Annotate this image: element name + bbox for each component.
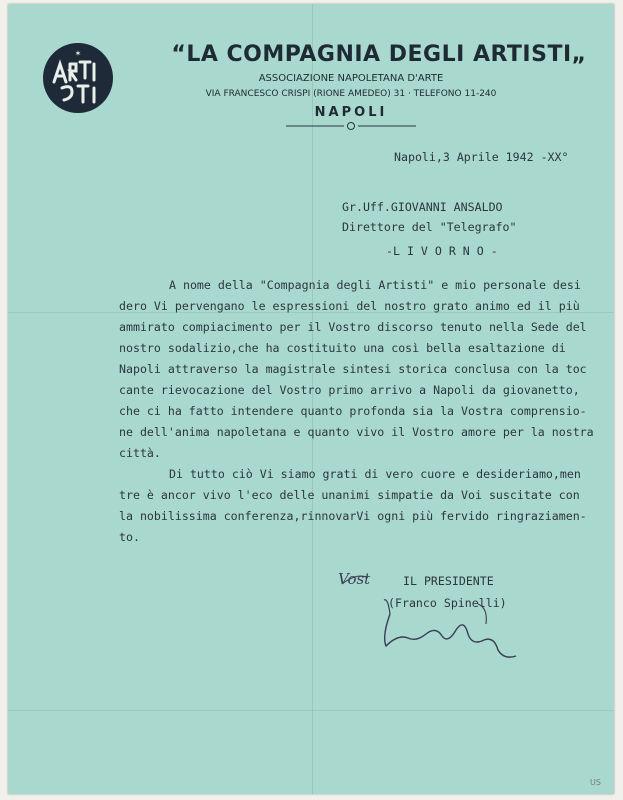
ornament-divider-icon bbox=[286, 120, 416, 132]
closing-title: IL PRESIDENTE bbox=[403, 574, 494, 588]
letterhead-city: NAPOLI bbox=[314, 105, 388, 120]
recipient-city: -L I V O R N O - bbox=[386, 244, 498, 258]
body-line: Di tutto ciò Vi siamo grati di vero cuore e desideriamo,men bbox=[169, 467, 581, 481]
body-line: ammirato compiacimento per il Vostro discorso tenuto nella Sede del bbox=[119, 320, 587, 334]
body-line: che ci ha fatto intendere quanto profonda sia la Vostra comprensio- bbox=[119, 404, 587, 418]
recipient-name: Gr.Uff.GIOVANNI ANSALDO bbox=[342, 200, 503, 214]
body-line: A nome della "Compagnia degli Artisti" e mio personale desi bbox=[169, 278, 581, 292]
svg-text:✶: ✶ bbox=[74, 49, 82, 58]
body-line: dero Vi pervengano le espressioni del nostro grato animo ed il più bbox=[119, 299, 580, 313]
fold-line-horizontal-lower bbox=[8, 710, 614, 711]
letterhead-title: “LA COMPAGNIA DEGLI ARTISTI„ bbox=[171, 42, 587, 67]
signer-name: (Franco Spinelli) bbox=[388, 596, 507, 610]
body-line: cante rievocazione del Vostro primo arrivo a Napoli da giovanetto, bbox=[119, 383, 580, 397]
letterhead-address: VIA FRANCESCO CRISPI (RIONE AMEDEO) 31 · TELEFONO 11-240 bbox=[205, 89, 497, 99]
body-line: to. bbox=[119, 530, 140, 544]
recipient-title: Direttore del "Telegrafo" bbox=[342, 220, 517, 234]
margin-note: US bbox=[590, 778, 601, 787]
body-line: tre è ancor vivo l'eco delle unanimi simpatie da Voi suscitate con bbox=[119, 488, 580, 502]
letterhead-subtitle: ASSOCIAZIONE NAPOLETANA D'ARTE bbox=[258, 73, 444, 84]
body-line: Napoli attraverso la magistrale sintesi storica conclusa con la toc bbox=[119, 362, 587, 376]
body-line: nostro sodalizio,che ha costituito una così bella esaltazione di bbox=[119, 341, 566, 355]
letter-sheet bbox=[8, 4, 614, 794]
body-line: la nobilissima conferenza,rinnovarVi ogni più fervido ringraziamen- bbox=[119, 509, 587, 523]
letter-date: Napoli,3 Aprile 1942 -XX° bbox=[394, 150, 569, 164]
body-line: città. bbox=[119, 446, 161, 460]
handwritten-signature-icon bbox=[338, 564, 538, 674]
handwritten-note: Vost bbox=[338, 570, 371, 588]
body-line: ne dell'anima napoletana e quanto vivo il Vostro amore per la nostra bbox=[119, 425, 594, 439]
